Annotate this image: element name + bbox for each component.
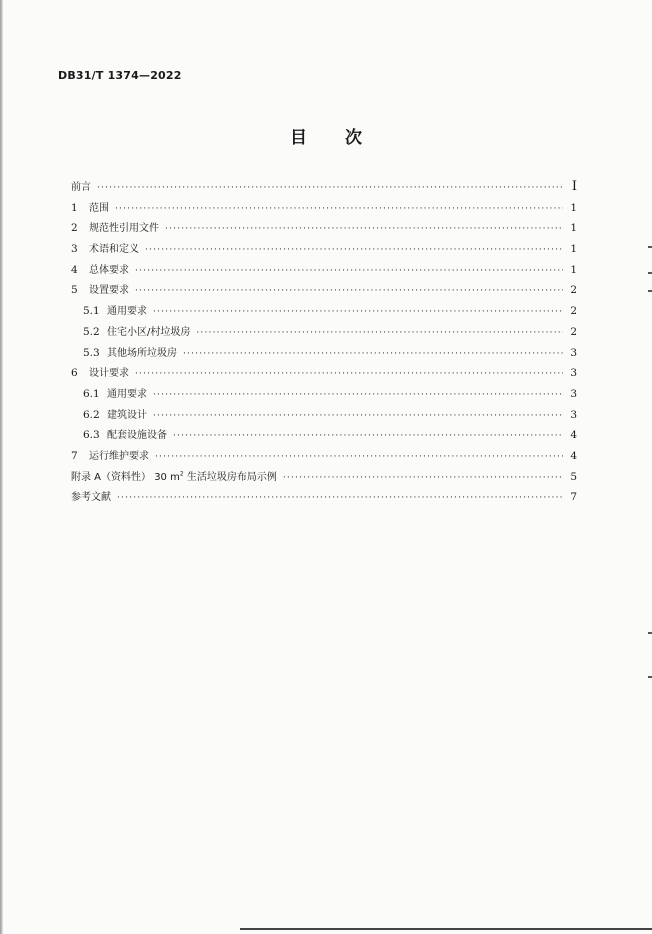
toc-entry-label: [107, 385, 147, 400]
toc-entry[interactable]: [71, 488, 577, 509]
toc-entry-number: 2: [71, 222, 78, 235]
toc-entry-label-text: 设置要求: [89, 285, 129, 297]
dot-leader: [153, 390, 563, 400]
toc-entry-page: 1: [570, 243, 577, 256]
dot-leader: [283, 473, 563, 483]
toc-entry-number: 5.3: [83, 346, 100, 359]
toc-entry[interactable]: [71, 426, 577, 447]
toc-entry-label-text: 范围: [89, 202, 109, 214]
scan-mark: [648, 290, 652, 292]
dot-leader: [117, 493, 563, 503]
toc-entry-label: [107, 426, 167, 441]
toc-entry[interactable]: [71, 240, 577, 261]
dot-leader: [135, 286, 563, 296]
toc-entry-page: 7: [570, 491, 577, 504]
toc-entry-label: [89, 199, 109, 214]
toc-entry-label: [89, 281, 129, 296]
dot-leader: [115, 204, 563, 214]
toc-entry-label: [89, 240, 139, 255]
toc-entry-page: 3: [570, 387, 577, 400]
toc-entry[interactable]: [71, 406, 577, 427]
dot-leader: [135, 266, 563, 276]
toc-entry-page: 3: [570, 408, 577, 421]
toc-entry[interactable]: [71, 364, 577, 385]
toc-entry-label-text: 附录 A（资料性） 30 m: [71, 471, 180, 483]
toc-entry-page: 4: [570, 449, 577, 462]
toc-entry-label-text: 前言: [71, 182, 91, 193]
toc-entry-label: [107, 323, 190, 338]
toc-entry[interactable]: [71, 199, 577, 220]
toc-entry-label-text: 配套设施设备: [107, 430, 167, 442]
toc-entry-label: [107, 406, 147, 421]
toc-entry-label: [71, 178, 91, 193]
scan-mark: [648, 632, 652, 634]
toc-entry[interactable]: [71, 178, 577, 199]
toc-entry-label-text: 规范性引用文件: [89, 223, 159, 235]
toc-entry[interactable]: [71, 344, 577, 365]
document-code: DB31/T 1374—2022: [58, 69, 182, 82]
toc-entry-number: 1: [71, 201, 78, 214]
toc-entry-number: 5: [71, 284, 78, 297]
toc-entry-number: 3: [71, 243, 78, 256]
dot-leader: [153, 307, 563, 317]
toc-entry-superscript: 2: [179, 470, 184, 478]
toc-entry-label: [89, 364, 129, 379]
toc-entry-label: [71, 468, 277, 483]
toc-entry[interactable]: [71, 385, 577, 406]
toc-entry-page: 2: [570, 284, 577, 297]
toc-entry-label-text: 术语和定义: [89, 244, 139, 256]
toc-entry-label-text: 总体要求: [89, 264, 129, 276]
title-char-2: 次: [345, 128, 362, 148]
toc-entry-label-text: 参考文献: [71, 492, 111, 504]
toc-entry[interactable]: [71, 468, 577, 489]
toc-entry-number: 4: [71, 263, 78, 276]
dot-leader: [183, 349, 563, 359]
toc-entry-page: 1: [570, 263, 577, 276]
toc-entry-label: [89, 261, 129, 276]
toc-entry-page: 4: [570, 429, 577, 442]
toc-entry-page: 1: [570, 222, 577, 235]
toc-entry-page: 3: [570, 367, 577, 380]
toc-entry-number: 6.3: [83, 429, 100, 442]
dot-leader: [145, 245, 563, 255]
title-char-1: 目: [290, 128, 307, 148]
dot-leader: [97, 183, 563, 193]
toc-entry-label-text: 其他场所垃圾房: [107, 347, 177, 359]
toc-entry[interactable]: [71, 281, 577, 302]
toc-entry[interactable]: [71, 323, 577, 344]
toc-entry-label-text: 通用要求: [107, 388, 147, 400]
toc-entry-label: [89, 219, 159, 234]
dot-leader: [173, 431, 563, 441]
dot-leader: [153, 411, 563, 421]
toc-entry-number: 6.2: [83, 408, 100, 421]
scan-mark: [648, 676, 652, 678]
toc-entry-number: 6: [71, 367, 78, 380]
toc-entry-number: 6.1: [83, 387, 100, 400]
toc-entry-number: 5.2: [83, 325, 100, 338]
toc-entry-page: 1: [570, 201, 577, 214]
toc-entry-number: 5.1: [83, 305, 100, 318]
toc-entry-label: [89, 447, 149, 462]
toc-entry-label: [107, 344, 177, 359]
toc-entry-label-text: 设计要求: [89, 368, 129, 380]
toc-entry[interactable]: [71, 219, 577, 240]
dot-leader: [196, 328, 563, 338]
toc-entry-page: 2: [570, 325, 577, 338]
scan-mark: [648, 272, 652, 274]
bottom-rule: [240, 928, 652, 930]
toc-entry-label-tail: 生活垃圾房布局示例: [183, 471, 277, 483]
toc-entry[interactable]: [71, 447, 577, 468]
toc-entry[interactable]: [71, 302, 577, 323]
toc-entry-page: 3: [570, 346, 577, 359]
toc-entry-page: I: [571, 179, 577, 194]
table-of-contents: [71, 178, 577, 509]
toc-entry-number: 7: [71, 449, 78, 462]
toc-entry[interactable]: [71, 261, 577, 282]
toc-entry-page: 2: [570, 305, 577, 318]
toc-entry-label-text: 运行维护要求: [89, 450, 149, 462]
dot-leader: [135, 369, 563, 379]
toc-entry-label-text: 住宅小区/村垃圾房: [107, 326, 191, 338]
dot-leader: [165, 224, 563, 234]
dot-leader: [155, 452, 563, 462]
toc-entry-label-text: 建筑设计: [107, 409, 147, 421]
toc-entry-label: [107, 302, 147, 317]
toc-entry-label: [71, 488, 111, 503]
page-title: [0, 123, 652, 148]
toc-entry-label-text: 通用要求: [107, 306, 147, 318]
toc-entry-page: 5: [570, 470, 577, 483]
scan-mark: [648, 246, 652, 248]
